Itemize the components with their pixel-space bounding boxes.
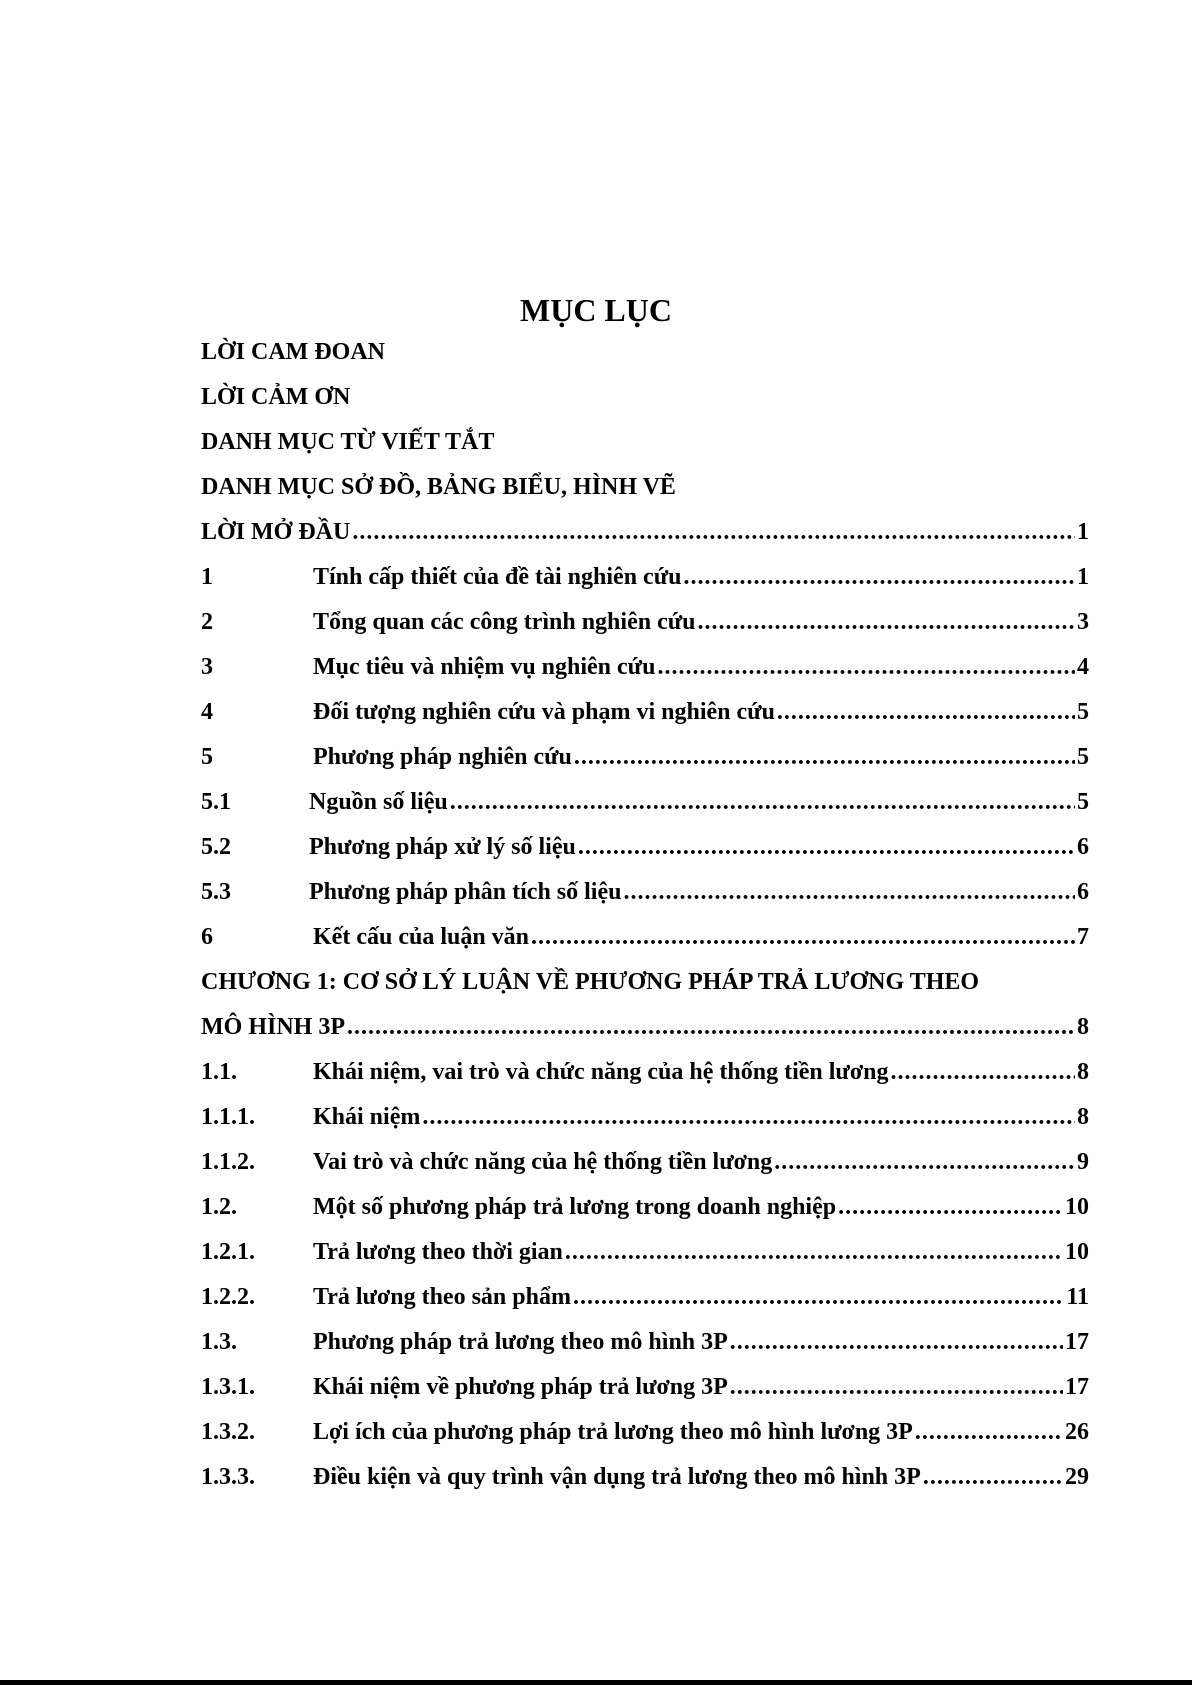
- toc-entry-number: 1.2.2.: [201, 1284, 255, 1310]
- toc-entry-number: 1.2.1.: [201, 1239, 255, 1265]
- toc-entry[interactable]: [201, 1230, 1089, 1275]
- toc-entry-label: Lợi ích của phương pháp trả lương theo mô hình lương 3P: [313, 1419, 913, 1445]
- toc-entry-label: DANH MỤC SỞ ĐỒ, BẢNG BIỂU, HÌNH VẼ: [201, 474, 676, 500]
- toc-entry[interactable]: [201, 1365, 1089, 1410]
- toc-entry-label: Một số phương pháp trả lương trong doanh nghiệp: [313, 1194, 837, 1220]
- toc-entry-label: CHƯƠNG 1: CƠ SỞ LÝ LUẬN VỀ PHƯƠNG PHÁP TRẢ LƯƠNG THEO: [201, 969, 980, 995]
- toc-entry[interactable]: [201, 645, 1089, 690]
- toc-entry-number: 1: [201, 564, 213, 590]
- toc-entry-label: Điều kiện và quy trình vận dụng trả lương theo mô hình 3P: [313, 1464, 921, 1490]
- toc-entry-number: 3: [201, 654, 213, 680]
- toc-entry-page: 1: [1077, 519, 1089, 545]
- toc-entry-number: 1.1.1.: [201, 1104, 255, 1130]
- toc-entry-label: MÔ HÌNH 3P: [201, 1014, 345, 1040]
- toc-entry-number: 5.2: [201, 834, 231, 860]
- toc-entry-number: 5.3: [201, 879, 231, 905]
- toc-entry-front[interactable]: [201, 375, 1089, 420]
- toc-entry-number: 6: [201, 924, 213, 950]
- toc-entry-label: Trả lương theo thời gian: [313, 1239, 563, 1265]
- toc-entry-label: Tính cấp thiết của đề tài nghiên cứu: [313, 564, 682, 590]
- dot-leader: [578, 825, 1075, 870]
- toc-entry-label: LỜI MỞ ĐẦU: [201, 519, 351, 545]
- toc-entry-number: 4: [201, 699, 213, 725]
- toc-entry-page: 11: [1066, 1284, 1089, 1310]
- dot-leader: [623, 870, 1075, 915]
- toc-entry[interactable]: [201, 870, 1089, 915]
- toc-entry-page: 7: [1077, 924, 1089, 950]
- toc-entry-label: Khái niệm về phương pháp trả lương 3P: [313, 1374, 728, 1400]
- dot-leader: [352, 510, 1075, 555]
- toc-entry-label: Kết cấu của luận văn: [313, 924, 530, 950]
- toc-entry-label: LỜI CAM ĐOAN: [201, 339, 385, 365]
- toc-entry-front[interactable]: [201, 330, 1089, 375]
- toc-entry-label: Tổng quan các công trình nghiên cứu: [313, 609, 696, 635]
- toc-entry-label: Phương pháp trả lương theo mô hình 3P: [313, 1329, 728, 1355]
- toc-entry-number: 2: [201, 609, 213, 635]
- toc-title: MỤC LỤC: [520, 292, 672, 328]
- toc-entry-page: 8: [1077, 1104, 1089, 1130]
- toc-entry-label: DANH MỤC TỪ VIẾT TẮT: [201, 429, 495, 455]
- toc-entry[interactable]: [201, 825, 1089, 870]
- toc-entry[interactable]: [201, 1095, 1089, 1140]
- toc-entry-number: 1.3.1.: [201, 1374, 255, 1400]
- dot-leader: [450, 780, 1075, 825]
- dot-leader: [838, 1185, 1063, 1230]
- dot-leader: [730, 1365, 1063, 1410]
- toc-entry[interactable]: [201, 690, 1089, 735]
- toc-entry-page: 26: [1065, 1419, 1089, 1445]
- toc-entry-label: Phương pháp phân tích số liệu: [309, 879, 622, 905]
- toc-entry-intro[interactable]: [201, 510, 1089, 555]
- toc-entry[interactable]: [201, 780, 1089, 825]
- toc-entry-page: 4: [1077, 654, 1089, 680]
- toc-entry-page: 9: [1077, 1149, 1089, 1175]
- dot-leader: [657, 645, 1075, 690]
- dot-leader: [347, 1005, 1075, 1050]
- toc-entry-label: Đối tượng nghiên cứu và phạm vi nghiên cứu: [313, 699, 775, 725]
- page-bottom-border: [0, 1680, 1192, 1685]
- toc-entry-page: 29: [1065, 1464, 1089, 1490]
- toc-entry[interactable]: [201, 1140, 1089, 1185]
- toc-entry-page: 10: [1065, 1239, 1089, 1265]
- toc-entry[interactable]: [201, 1455, 1089, 1500]
- dot-leader: [565, 1230, 1063, 1275]
- toc-entry-number: 1.2.: [201, 1194, 237, 1220]
- toc-entry[interactable]: [201, 735, 1089, 780]
- dot-leader: [890, 1050, 1075, 1095]
- toc-entry[interactable]: [201, 915, 1089, 960]
- toc-entry-label: Trả lương theo sản phẩm: [313, 1284, 571, 1310]
- toc-entry-label: Phương pháp nghiên cứu: [313, 744, 572, 770]
- toc-entry[interactable]: [201, 1320, 1089, 1365]
- toc-list: [201, 330, 1089, 1500]
- toc-entry-label: Nguồn số liệu: [309, 789, 448, 815]
- toc-entry-label: Mục tiêu và nhiệm vụ nghiên cứu: [313, 654, 656, 680]
- dot-leader: [683, 555, 1075, 600]
- toc-entry-front[interactable]: [201, 465, 1089, 510]
- dot-leader: [923, 1455, 1063, 1500]
- dot-leader: [697, 600, 1075, 645]
- toc-entry[interactable]: [201, 600, 1089, 645]
- toc-entry-number: 5: [201, 744, 213, 770]
- toc-entry-page: 3: [1077, 609, 1089, 635]
- toc-entry-page: 17: [1065, 1374, 1089, 1400]
- toc-entry-label: Khái niệm, vai trò và chức năng của hệ thống tiền lương: [313, 1059, 889, 1085]
- dot-leader: [774, 1140, 1075, 1185]
- toc-entry-chapter-heading-cont[interactable]: [201, 1005, 1089, 1050]
- dot-leader: [915, 1410, 1063, 1455]
- dot-leader: [777, 690, 1075, 735]
- toc-entry-front[interactable]: [201, 420, 1089, 465]
- toc-entry-page: 1: [1077, 564, 1089, 590]
- toc-entry-page: 6: [1077, 834, 1089, 860]
- toc-entry-label: Phương pháp xử lý số liệu: [309, 834, 576, 860]
- toc-entry-label: Khái niệm: [313, 1104, 421, 1130]
- dot-leader: [574, 735, 1075, 780]
- toc-entry-page: 5: [1077, 789, 1089, 815]
- toc-entry-page: 5: [1077, 699, 1089, 725]
- dot-leader: [531, 915, 1075, 960]
- toc-entry[interactable]: [201, 1275, 1089, 1320]
- toc-entry-page: 8: [1077, 1059, 1089, 1085]
- toc-entry-page: 10: [1065, 1194, 1089, 1220]
- toc-entry[interactable]: [201, 1185, 1089, 1230]
- toc-entry-chapter-heading[interactable]: [201, 960, 1089, 1005]
- toc-entry-label: Vai trò và chức năng của hệ thống tiền lương: [313, 1149, 773, 1175]
- toc-entry-number: 1.3.: [201, 1329, 237, 1355]
- dot-leader: [422, 1095, 1075, 1140]
- toc-entry-number: 5.1: [201, 789, 231, 815]
- toc-entry-number: 1.1.2.: [201, 1149, 255, 1175]
- toc-entry-number: 1.3.2.: [201, 1419, 255, 1445]
- toc-entry-number: 1.1.: [201, 1059, 237, 1085]
- dot-leader: [573, 1275, 1064, 1320]
- toc-entry[interactable]: [201, 555, 1089, 600]
- toc-entry[interactable]: [201, 1050, 1089, 1095]
- toc-entry-page: 8: [1077, 1014, 1089, 1040]
- toc-entry-page: 17: [1065, 1329, 1089, 1355]
- toc-entry[interactable]: [201, 1410, 1089, 1455]
- dot-leader: [730, 1320, 1063, 1365]
- toc-entry-page: 6: [1077, 879, 1089, 905]
- toc-entry-page: 5: [1077, 744, 1089, 770]
- toc-entry-number: 1.3.3.: [201, 1464, 255, 1490]
- toc-entry-label: LỜI CẢM ƠN: [201, 384, 351, 410]
